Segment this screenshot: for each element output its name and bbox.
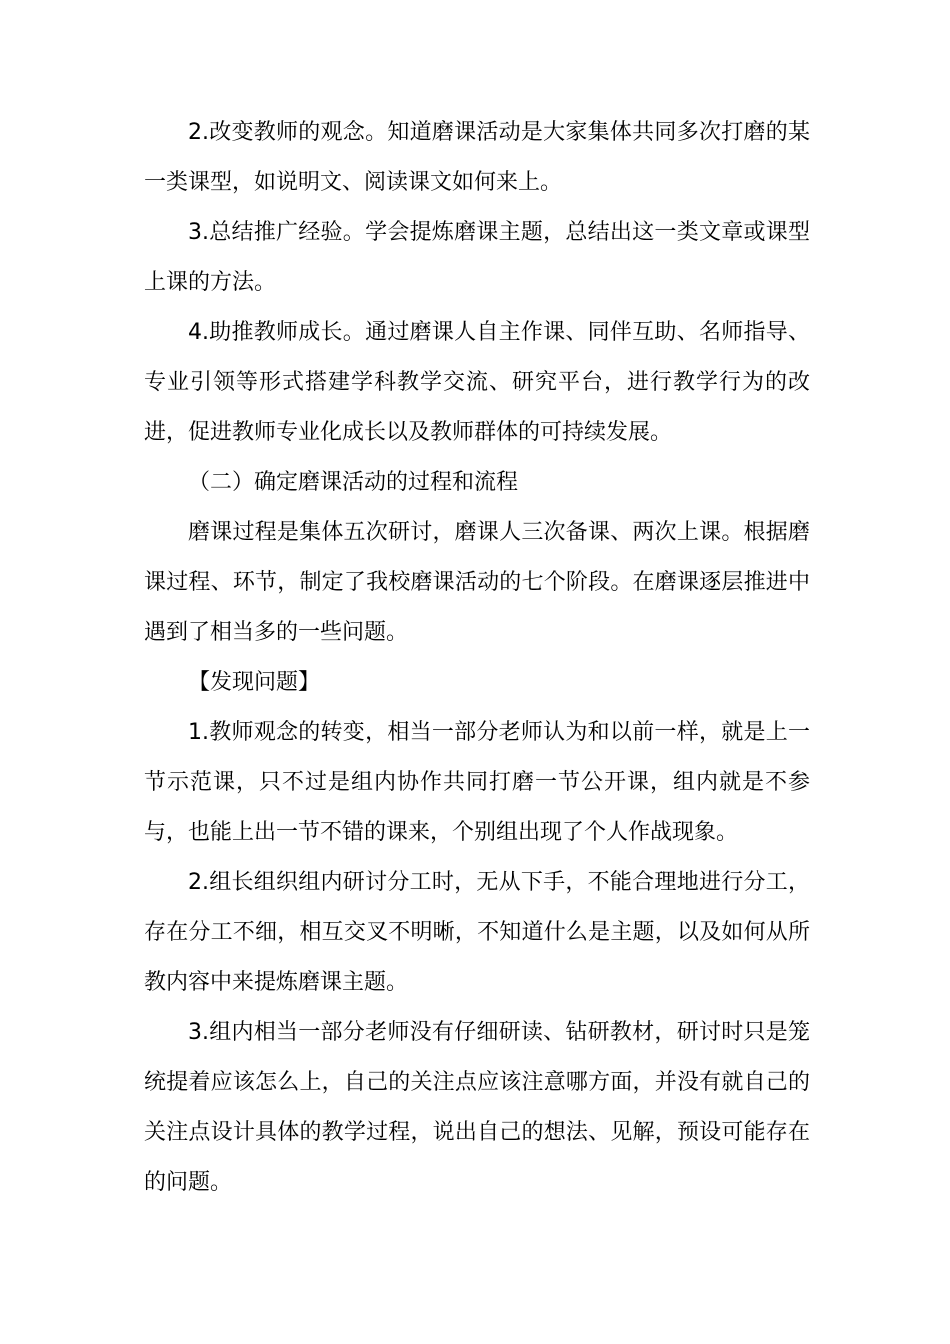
paragraph-problem-2: 2.组长组织组内研讨分工时，无从下手，不能合理地进行分工，存在分工不细，相互交叉不明晰，不知道什么是主题，以及如何从所教内容中来提炼磨课主题。	[144, 870, 810, 995]
paragraph-change-concept: 2.改变教师的观念。知道磨课活动是大家集体共同多次打磨的某一类课型，如说明文、阅读课文如何来上。	[144, 120, 810, 195]
subheading-find-problems: 【发现问题】	[188, 670, 321, 695]
paragraph-problem-3: 3.组内相当一部分老师没有仔细研读、钻研教材，研讨时只是笼统提着应该怎么上，自己的关注点应该注意哪方面，并没有就自己的关注点设计具体的教学过程，说出自己的想法、见解，预设可能存在的问题。	[144, 1020, 810, 1195]
paragraph-summarize-experience: 3.总结推广经验。学会提炼磨课主题，总结出这一类文章或课型上课的方法。	[144, 220, 810, 295]
paragraph-problem-1: 1.教师观念的转变，相当一部分老师认为和以前一样，就是上一节示范课，只不过是组内协作共同打磨一节公开课，组内就是不参与，也能上出一节不错的课来，个别组出现了个人作战现象。	[144, 720, 810, 845]
document-page	[144, 108, 810, 1208]
section-heading-process: （二）确定磨课活动的过程和流程	[188, 470, 519, 495]
paragraph-process-description: 磨课过程是集体五次研讨，磨课人三次备课、两次上课。根据磨课过程、环节，制定了我校磨课活动的七个阶段。在磨课逐层推进中遇到了相当多的一些问题。	[144, 520, 810, 645]
paragraph-teacher-growth: 4.助推教师成长。通过磨课人自主作课、同伴互助、名师指导、专业引领等形式搭建学科教学交流、研究平台，进行教学行为的改进，促进教师专业化成长以及教师群体的可持续发展。	[144, 320, 810, 445]
